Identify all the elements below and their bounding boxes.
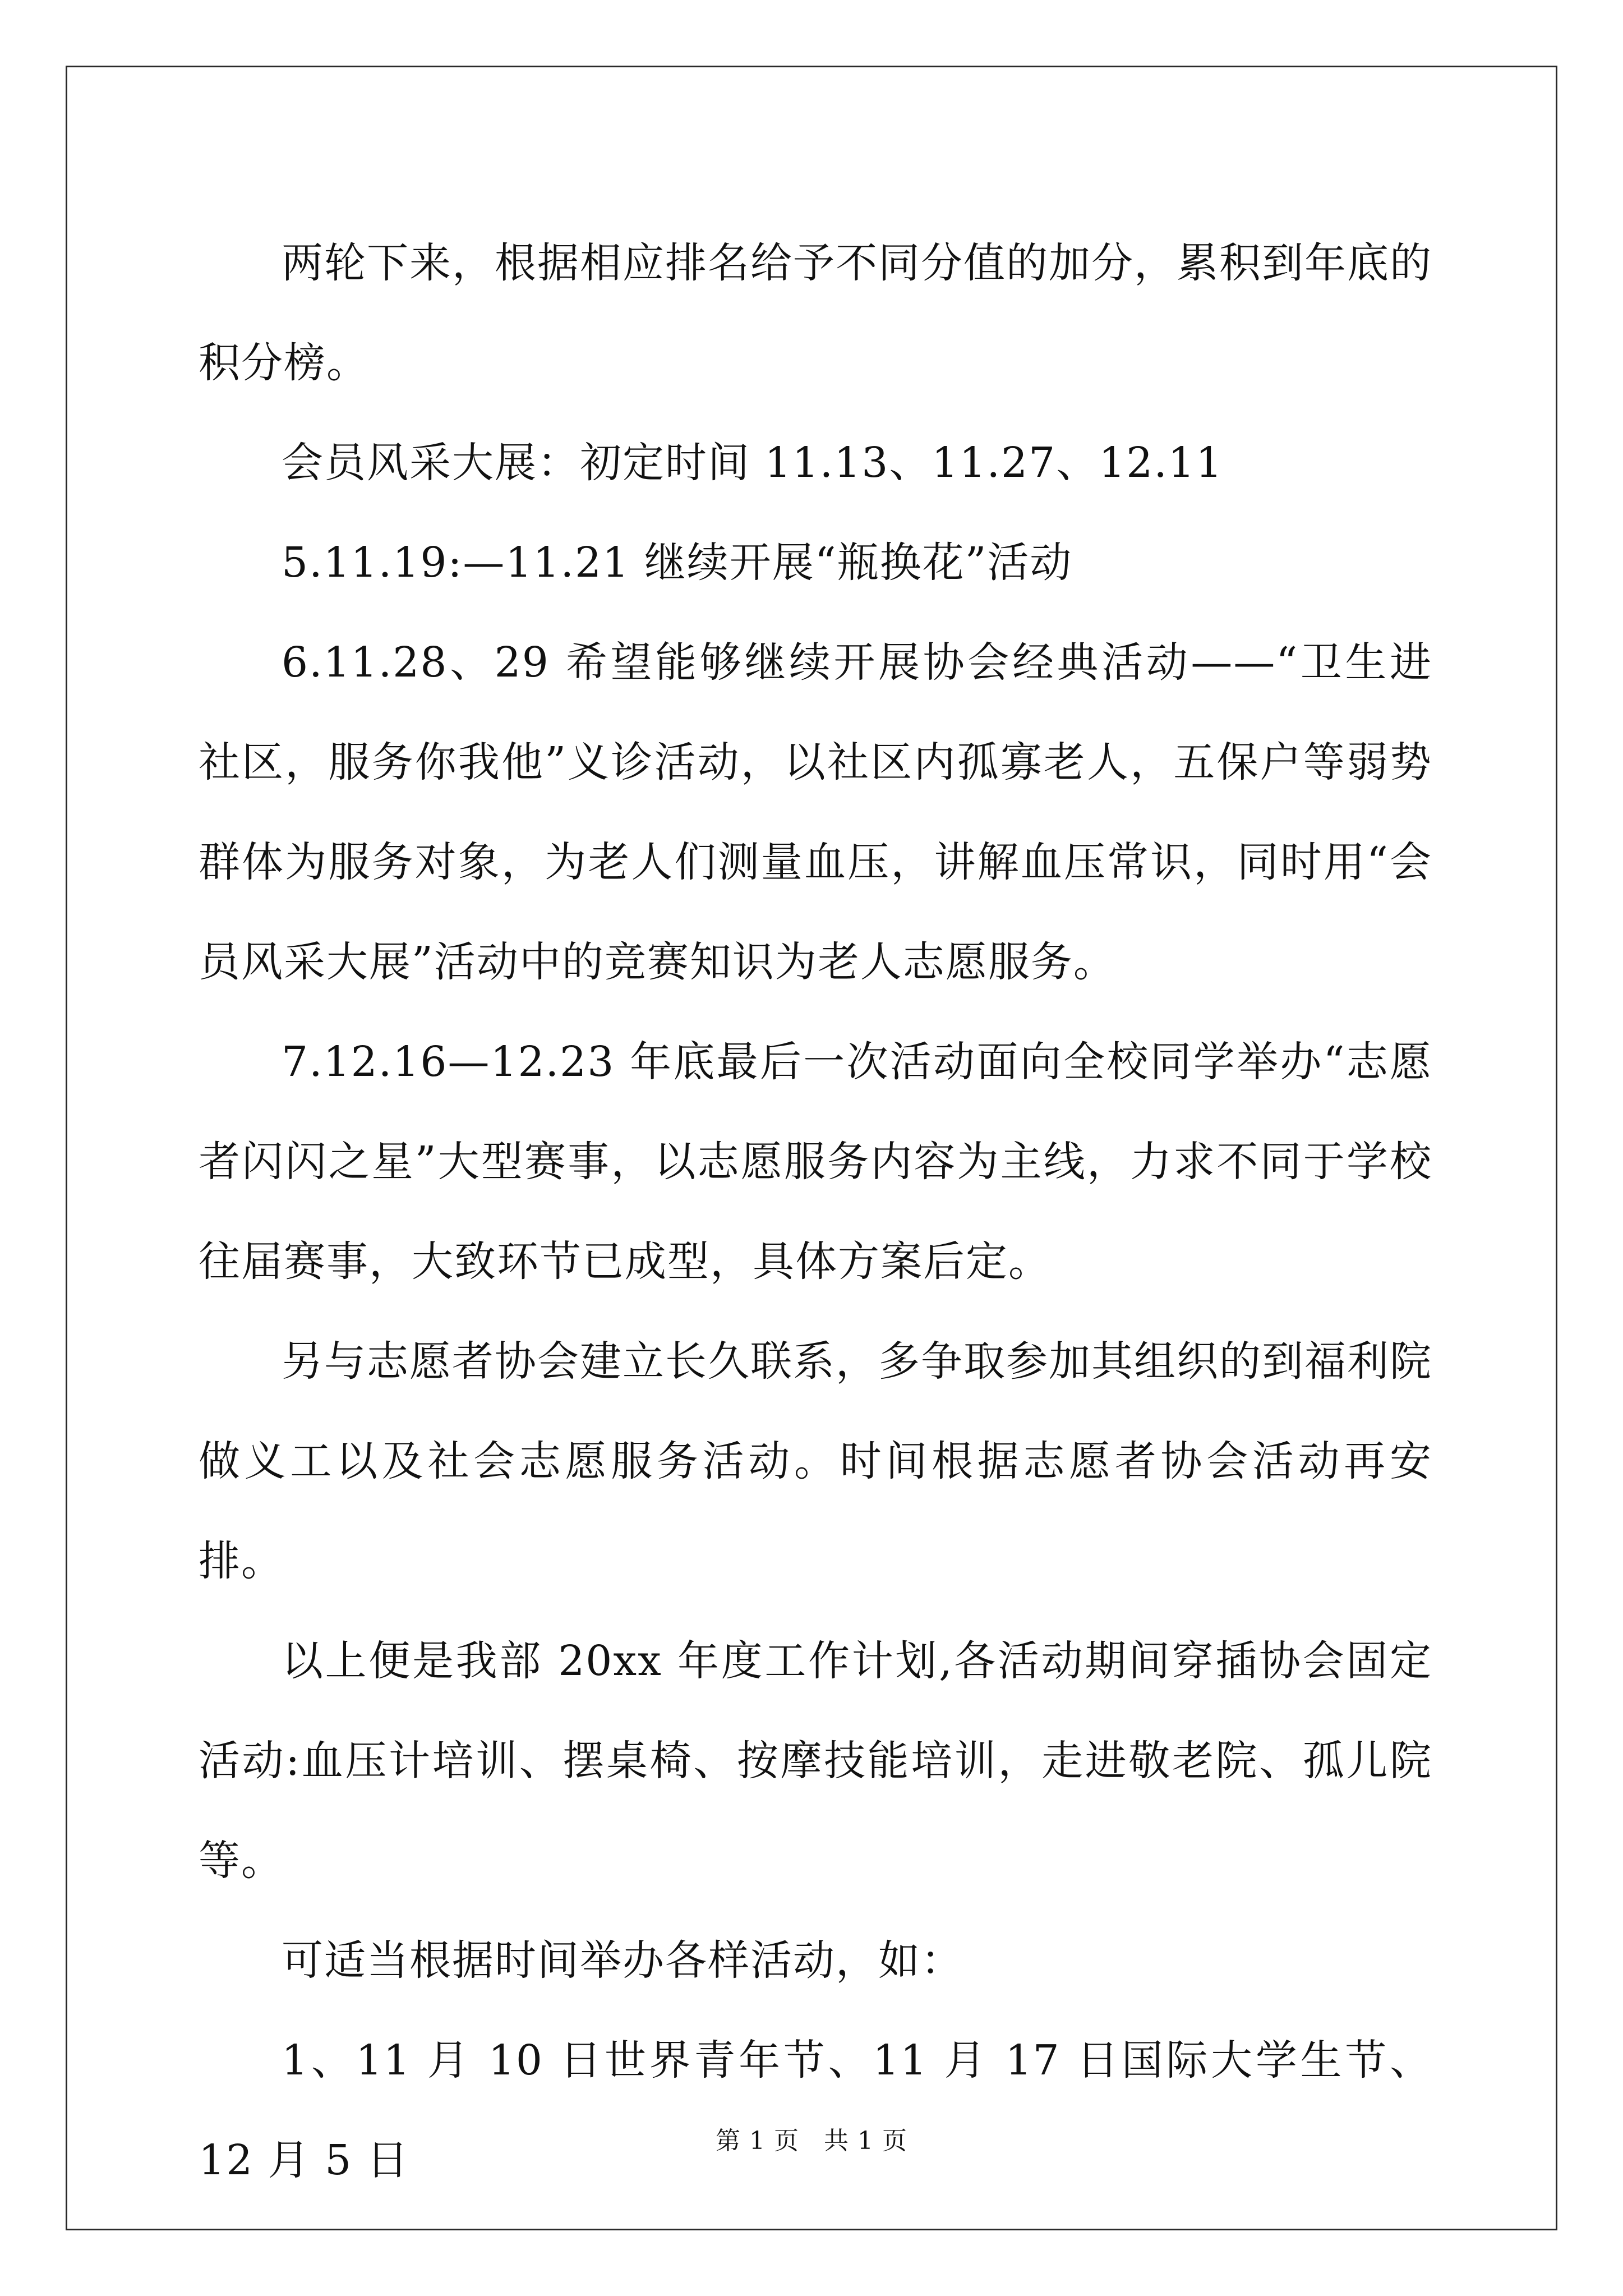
page-number: 第 1 页	[716, 2127, 799, 2155]
paragraph: 5.11.19:—11.21 继续开展“瓶换花”活动	[282, 539, 1073, 587]
paragraph: 两轮下来，根据相应排名给予不同分值的加分，累积到年底的积分榜。	[199, 239, 1432, 387]
paragraph: 会员风采大展：初定时间 11.13、11.27、12.11	[282, 439, 1224, 487]
paragraph: 1、11 月 10 日世界青年节、11 月 17 日国际大学生节、12 月 5 日	[199, 2036, 1432, 2184]
paragraph: 6.11.28、29 希望能够继续开展协会经典活动——“卫生进社区，服务你我他”义诊活动，以社区内孤寡老人，五保户等弱势群体为服务对象，为老人们测量血压，讲解血压常识，同时用“会员风采大展”活动中的竞赛知识为老人志愿服务。	[199, 638, 1432, 986]
paragraph: 可适当根据时间举办各样活动，如：	[282, 1936, 963, 1985]
page-total: 共 1 页	[824, 2127, 907, 2155]
paragraph: 7.12.16—12.23 年底最后一次活动面向全校同学举办“志愿者闪闪之星”大型赛事，以志愿服务内容为主线，力求不同于学校往届赛事，大致环节已成型，具体方案后定。	[199, 1038, 1432, 1286]
page-footer	[0, 2120, 1623, 2156]
paragraph: 另与志愿者协会建立长久联系，多争取参加其组织的到福利院做义工以及社会志愿服务活动。时间根据志愿者协会活动再安排。	[199, 1337, 1432, 1585]
paragraph: 以上便是我部 20xx 年度工作计划,各活动期间穿插协会固定活动:血压计培训、摆桌椅、按摩技能培训，走进敬老院、孤儿院等。	[199, 1637, 1432, 1885]
document-body	[199, 213, 1432, 2210]
